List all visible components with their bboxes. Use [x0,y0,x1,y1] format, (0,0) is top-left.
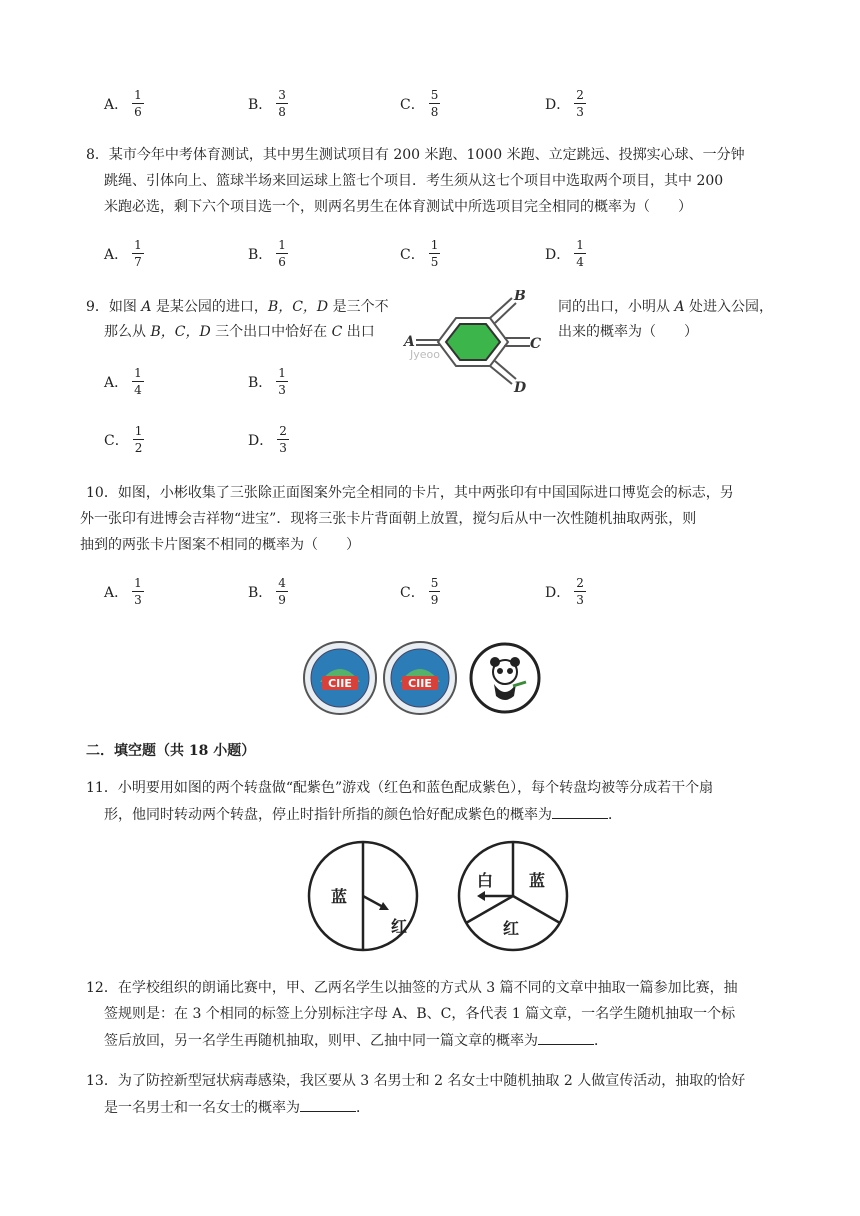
text: 三个出口中恰好在 [210,324,332,340]
fraction [133,424,145,455]
numerator: 4 [278,576,286,590]
path-d [490,366,512,384]
q11-stem-line: 11．小明要用如图的两个转盘做“配紫色”游戏（红色和蓝色配成紫色），每个转盘均被等分成若干个扇 [86,780,714,796]
path-d [495,361,516,379]
section-heading: 二．填空题（共 18 小题） [86,743,256,759]
q10-option-d [545,576,586,607]
q9-option-a [104,366,144,397]
numerator: 1 [134,576,142,590]
fraction [574,576,586,607]
q8-option-b [248,238,288,269]
var-bcd: B，C，D [150,324,211,340]
q12-stem-line [104,1030,608,1051]
denominator: 3 [279,441,287,455]
option-letter: C． [400,246,425,263]
text: ． [356,1100,370,1116]
ciie-logo-card-2 [384,642,456,714]
q10-option-c [400,576,440,607]
q12-stem-line: 签规则是：在 3 个相同的标签上分别标注字母 A、B、C，各代表 1 篇文章，一名学生随机抽取一个标 [104,1006,736,1022]
numerator: 2 [576,576,584,590]
q10-option-a [104,576,144,607]
q9-stem-line [86,297,389,317]
q7-option-d [545,88,586,119]
denominator: 4 [576,255,584,269]
option-letter: A． [104,374,129,391]
sector-label-blue: 蓝 [331,887,348,906]
option-letter: B． [248,96,273,113]
text: 处进入公园， [684,299,774,315]
q9-option-c [104,424,144,455]
fraction [429,238,441,269]
numerator: 1 [134,88,142,102]
numerator: 1 [134,238,142,252]
ciie-logo-card-1 [304,642,376,714]
spinner-2 [453,838,573,958]
option-letter: B． [248,246,273,263]
option-letter: A． [104,246,129,263]
label-c: C [530,336,542,352]
denominator: 8 [278,105,286,119]
label-d: D [514,380,527,394]
option-letter: C． [104,432,129,449]
text: ． [608,807,622,823]
text: 那么从 [104,324,151,340]
ciie-cards-figure [300,638,550,718]
label-a: A [404,334,415,350]
sector-label-blue: 蓝 [529,871,546,890]
q11-stem-line [104,804,622,825]
watermark: Jyeoo [410,348,440,361]
fraction [132,238,144,269]
option-letter: D． [545,246,571,263]
q9-stem-line [104,322,375,342]
denominator: 9 [430,593,439,607]
fraction [277,424,289,455]
numerator: 2 [279,424,287,438]
numerator: 1 [134,366,142,380]
path-b [495,303,516,323]
denominator: 3 [134,593,142,607]
text: ． [594,1033,608,1049]
text: 同的出口，小明从 [558,299,675,315]
fraction [276,366,288,397]
logo-text: CIIE [408,677,432,690]
q8-option-d [545,238,586,269]
numerator: 1 [278,366,286,380]
sector-label-red: 红 [391,917,408,936]
var-a: A [141,299,152,315]
fraction [429,576,441,607]
numerator: 5 [430,88,439,102]
fraction [132,88,144,119]
q9-option-d [248,424,289,455]
q9-option-b [248,366,288,397]
panda-mascot-card [471,644,539,712]
option-letter: C． [400,96,425,113]
text: 是三个不 [328,299,389,315]
option-letter: A． [104,96,129,113]
denominator: 7 [134,255,142,269]
sector-label-white: 白 [477,871,494,890]
numerator: 1 [430,238,439,252]
q8-stem-line: 米跑必选，剩下六个项目选一个，则两名男生在体育测试中所选项目完全相同的概率为（ ） [104,199,692,215]
denominator: 8 [430,105,439,119]
text: 9．如图 [86,299,142,315]
fraction [276,88,288,119]
logo-text: CIIE [328,677,352,690]
fraction [574,238,586,269]
fraction [132,366,144,397]
q7-option-c [400,88,440,119]
option-letter: D． [545,584,571,601]
fraction [574,88,586,119]
option-letter: B． [248,584,273,601]
q7-option-a [104,88,144,119]
q8-option-a [104,238,144,269]
q8-stem-line: 8．某市今年中考体育测试，其中男生测试项目有 200 米跑、1000 米跑、立定跳远、投掷实心球、一分钟 [86,147,745,163]
hexagon-lake [446,324,500,360]
q9-stem-line: 出来的概率为（ ） [558,324,698,340]
answer-blank [552,804,608,819]
option-letter: C． [400,584,425,601]
q8-stem-line: 跳绳、引体向上、篮球半场来回运球上篮七个项目．考生须从这七个项目中选取两个项目，其中 200 [104,173,724,189]
q8-option-c [400,238,440,269]
text: 形，他同时转动两个转盘，停止时指针所指的颜色恰好配成紫色的概率为 [104,807,552,823]
q7-option-b [248,88,288,119]
fraction [429,88,441,119]
path-b [490,298,512,318]
option-letter: A． [104,584,129,601]
sector-label-red: 红 [503,919,520,938]
option-letter: D． [248,432,274,449]
var-c: C [331,324,343,340]
answer-blank [538,1030,594,1045]
option-letter: B． [248,374,273,391]
denominator: 6 [278,255,286,269]
var-bcd: B，C，D [267,299,329,315]
q10-option-b [248,576,288,607]
q10-stem-line: 抽到的两张卡片图案不相同的概率为（ ） [80,537,360,553]
text: 是某公园的进口， [151,299,268,315]
q10-stem-line: 10．如图，小彬收集了三张除正面图案外完全相同的卡片，其中两张印有中国国际进口博览会的标志，另 [86,485,734,501]
q13-stem-line: 13．为了防控新型冠状病毒感染，我区要从 3 名男士和 2 名女士中随机抽取 2 人做宣传活动，抽取的恰好 [86,1073,746,1089]
text: 是一名男士和一名女士的概率为 [104,1100,300,1116]
denominator: 3 [576,105,584,119]
text: 签后放回，另一名学生再随机抽取，则甲、乙抽中同一篇文章的概率为 [104,1033,538,1049]
denominator: 3 [576,593,584,607]
park-figure [398,290,548,394]
spinner-1 [305,838,425,958]
denominator: 4 [134,383,142,397]
fraction [276,576,288,607]
numerator: 2 [576,88,584,102]
denominator: 2 [134,441,143,455]
denominator: 6 [134,105,142,119]
fraction [276,238,288,269]
numerator: 5 [430,576,439,590]
numerator: 1 [576,238,584,252]
numerator: 3 [278,88,286,102]
label-b: B [514,290,526,304]
q13-stem-line [104,1097,370,1118]
q9-stem-line [558,297,773,317]
denominator: 9 [278,593,286,607]
denominator: 5 [430,255,439,269]
answer-blank [300,1097,356,1112]
q12-stem-line: 12．在学校组织的朗诵比赛中，甲、乙两名学生以抽签的方式从 3 篇不同的文章中抽取一篇参加比赛，抽 [86,980,738,996]
denominator: 3 [278,383,286,397]
numerator: 1 [278,238,286,252]
var-a: A [674,299,685,315]
text: 出口 [342,324,375,340]
fraction [132,576,144,607]
option-letter: D． [545,96,571,113]
numerator: 1 [134,424,143,438]
q10-stem-line: 外一张印有进博会吉祥物“进宝”．现将三张卡片背面朝上放置，搅匀后从中一次性随机抽取两张，则 [80,511,697,527]
